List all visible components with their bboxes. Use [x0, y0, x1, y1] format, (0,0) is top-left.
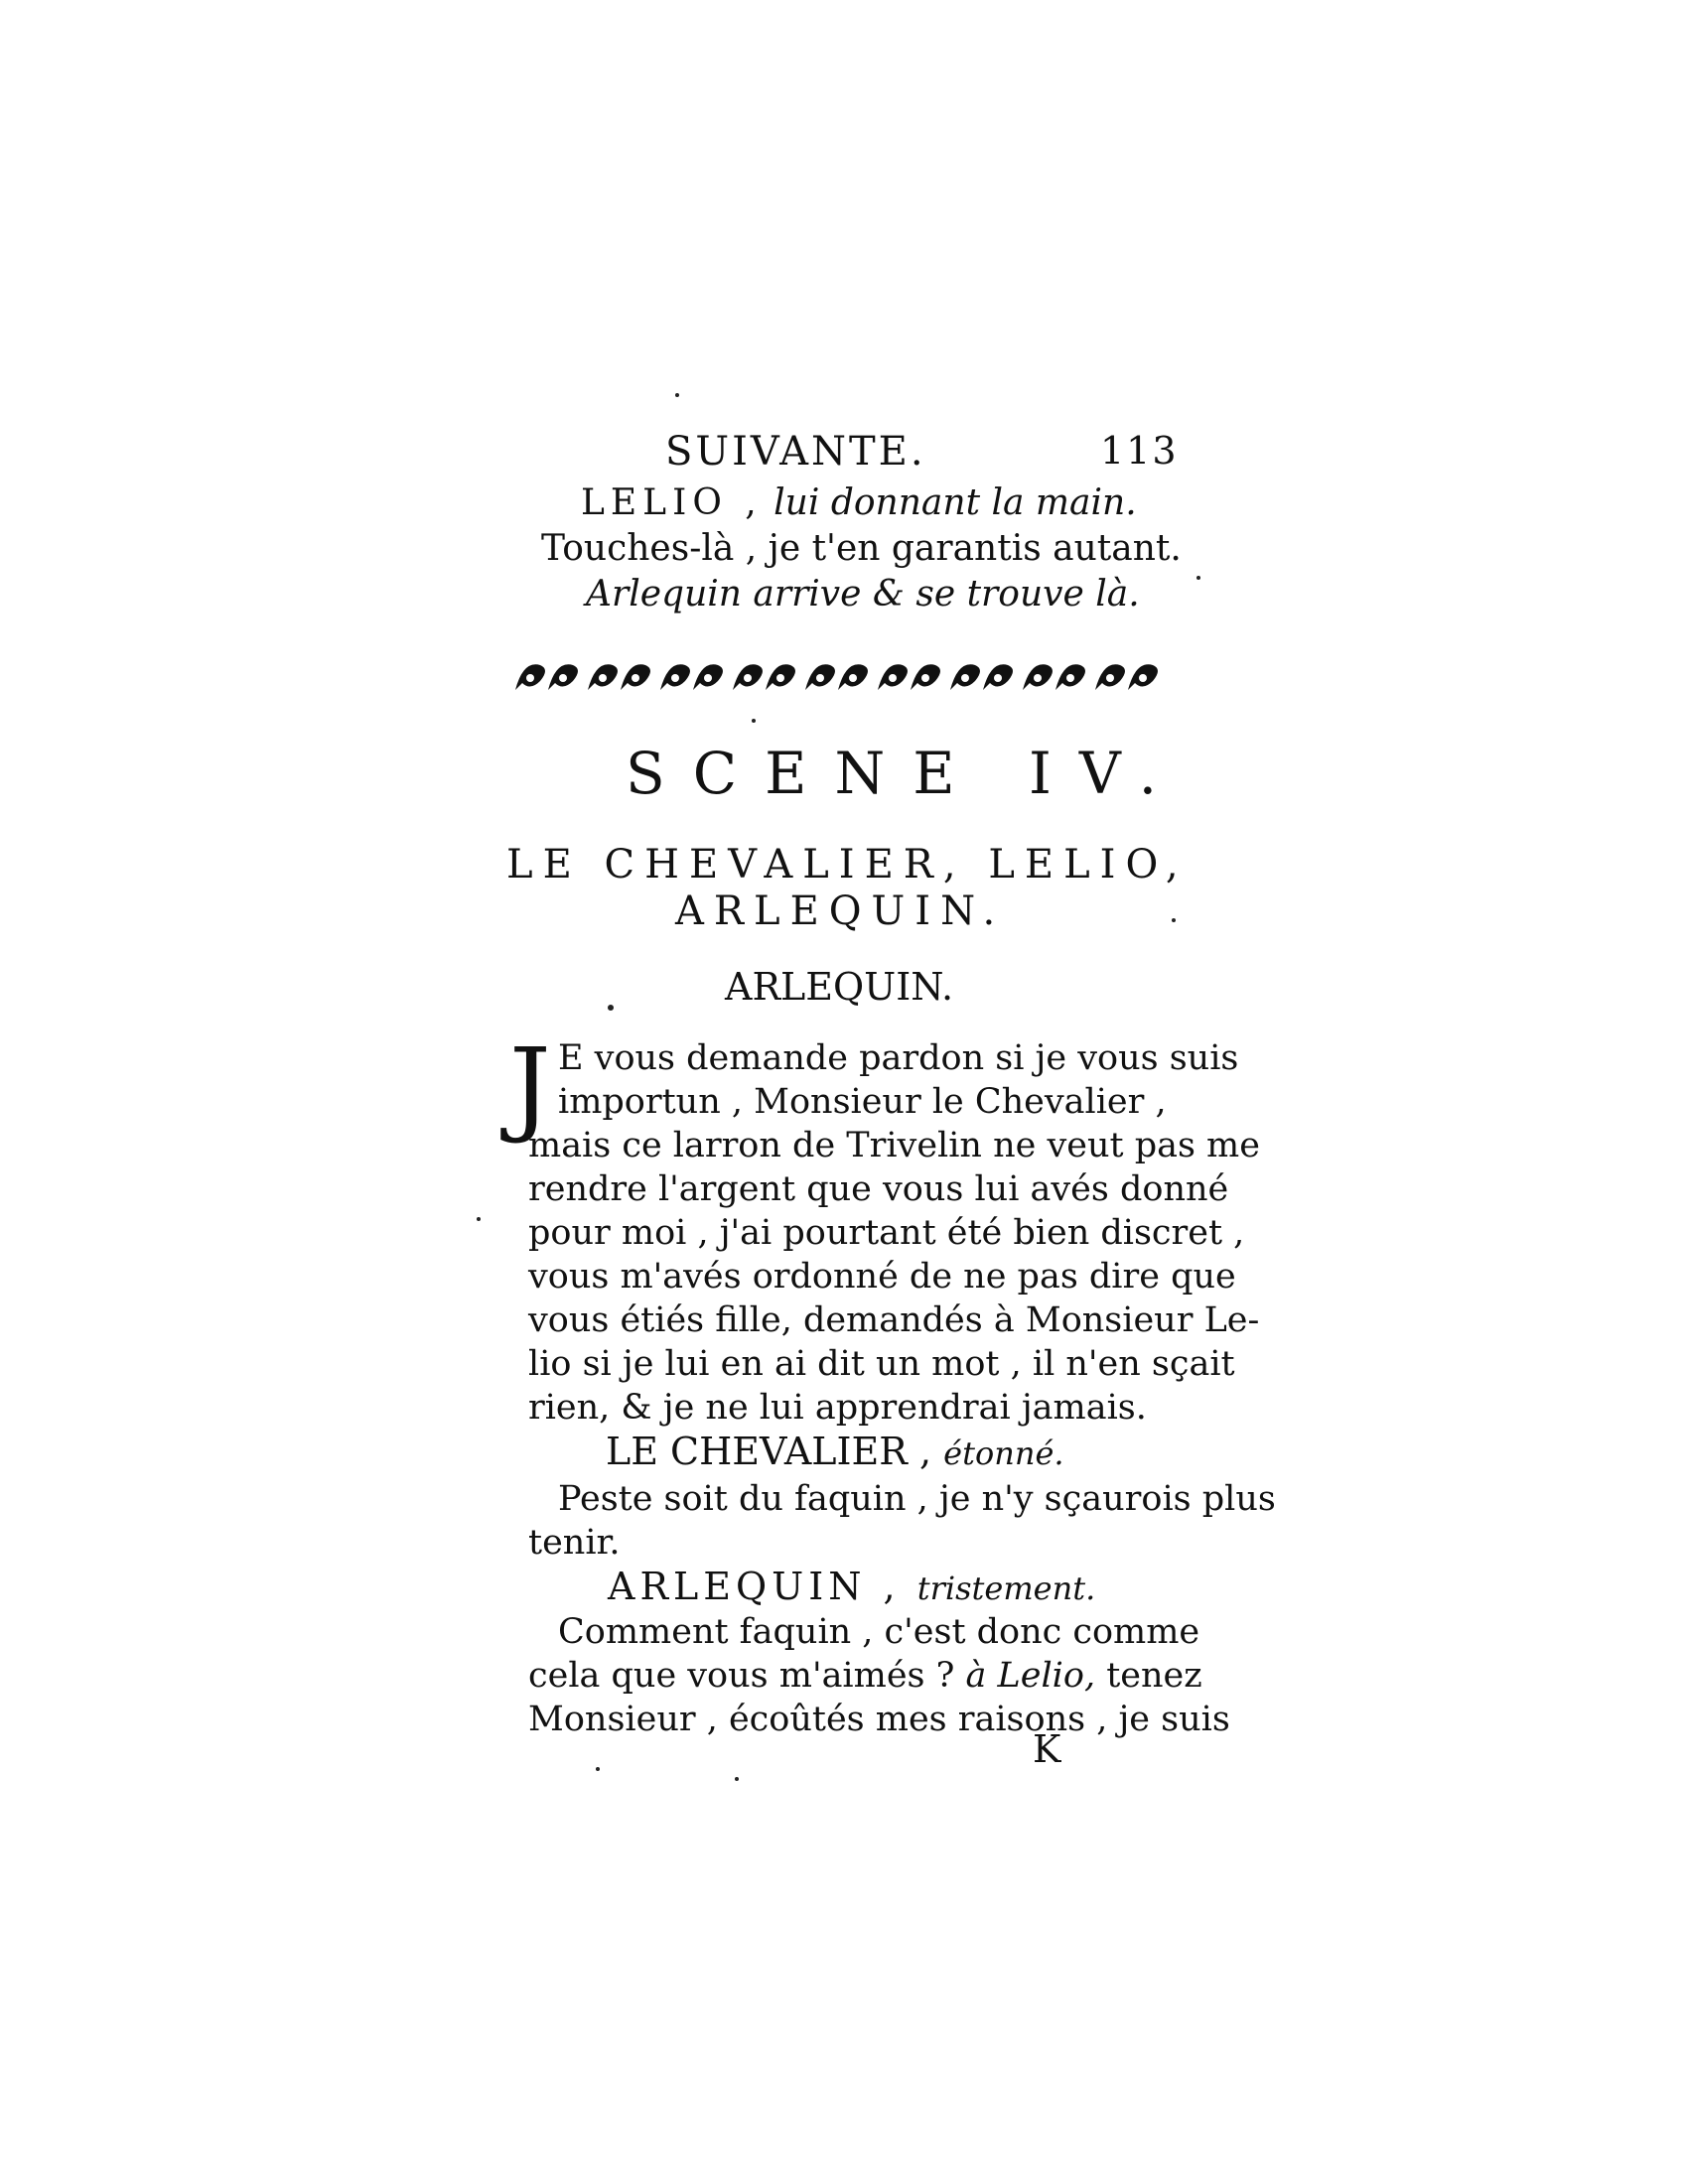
text-line: lio si je lui en ai dit un mot , il n'en sçait [528, 1344, 1235, 1384]
text-line: vous étiés fille, demandés à Monsieur Le- [528, 1300, 1260, 1340]
fleuron-ornament-icon [510, 650, 1171, 704]
signature-mark: K [1033, 1727, 1061, 1771]
speaker-name: ARLEQUIN , [608, 1565, 901, 1608]
text-line: mais ce larron de Trivelin ne veut pas me [528, 1126, 1260, 1165]
speaker-arlequin [608, 1565, 1095, 1608]
speaker-chevalier [606, 1430, 1064, 1473]
scene-title: SCENE IV. [626, 740, 1186, 807]
text-line: rendre l'argent que vous lui avés donné [528, 1169, 1229, 1209]
scan-speck [735, 1777, 739, 1781]
text-line: Peste soit du faquin , je n'y sçaurois plus [558, 1479, 1276, 1519]
stage-direction: lui donnant la main. [774, 482, 1137, 523]
characters-line-1: LE CHEVALIER, LELIO, [506, 842, 1189, 887]
scan-speck [752, 719, 756, 723]
scan-speck [477, 1217, 481, 1221]
running-title: SUIVANTE. [665, 429, 926, 475]
text-line [528, 1656, 1202, 1696]
stage-direction: à Lelio, [965, 1656, 1096, 1696]
speaker-name: LE CHEVALIER , [606, 1430, 932, 1473]
scan-speck [596, 1767, 600, 1771]
text-line: Monsieur , écoûtés mes raisons , je suis [528, 1700, 1230, 1739]
dialogue-line: Touches-là , je t'en garantis autant. [541, 528, 1182, 569]
text-line: E vous demande pardon si je vous suis [558, 1038, 1239, 1078]
text-line: pour moi , j'ai pourtant été bien discret , [528, 1213, 1245, 1253]
text-line: importun , Monsieur le Chevalier , [558, 1082, 1167, 1122]
speaker-name: LELIO , [581, 482, 763, 523]
text-line: rien, & je ne lui apprendrai jamais. [528, 1388, 1147, 1428]
scan-speck [1196, 576, 1200, 580]
stage-action: Arlequin arrive & se trouve là. [586, 574, 1140, 614]
stage-direction: étonné. [943, 1434, 1064, 1472]
scan-speck [675, 393, 679, 397]
text-segment: cela que vous m'aimés ? [528, 1656, 955, 1696]
drop-cap: J [509, 1025, 551, 1147]
page-number: 113 [1100, 429, 1179, 473]
text-segment: tenez [1106, 1656, 1202, 1696]
stage-direction: tristement. [916, 1570, 1096, 1607]
characters-line-2: ARLEQUIN. [675, 888, 1006, 934]
text-line: vous m'avés ordonné de ne pas dire que [528, 1257, 1236, 1297]
scan-speck [1172, 918, 1176, 922]
speaker-lelio [581, 482, 1137, 523]
text-line: Comment faquin , c'est donc comme [558, 1612, 1200, 1652]
speaker-arlequin: ARLEQUIN. [725, 965, 954, 1009]
text-line: tenir. [528, 1523, 621, 1563]
scan-speck [608, 1005, 614, 1011]
